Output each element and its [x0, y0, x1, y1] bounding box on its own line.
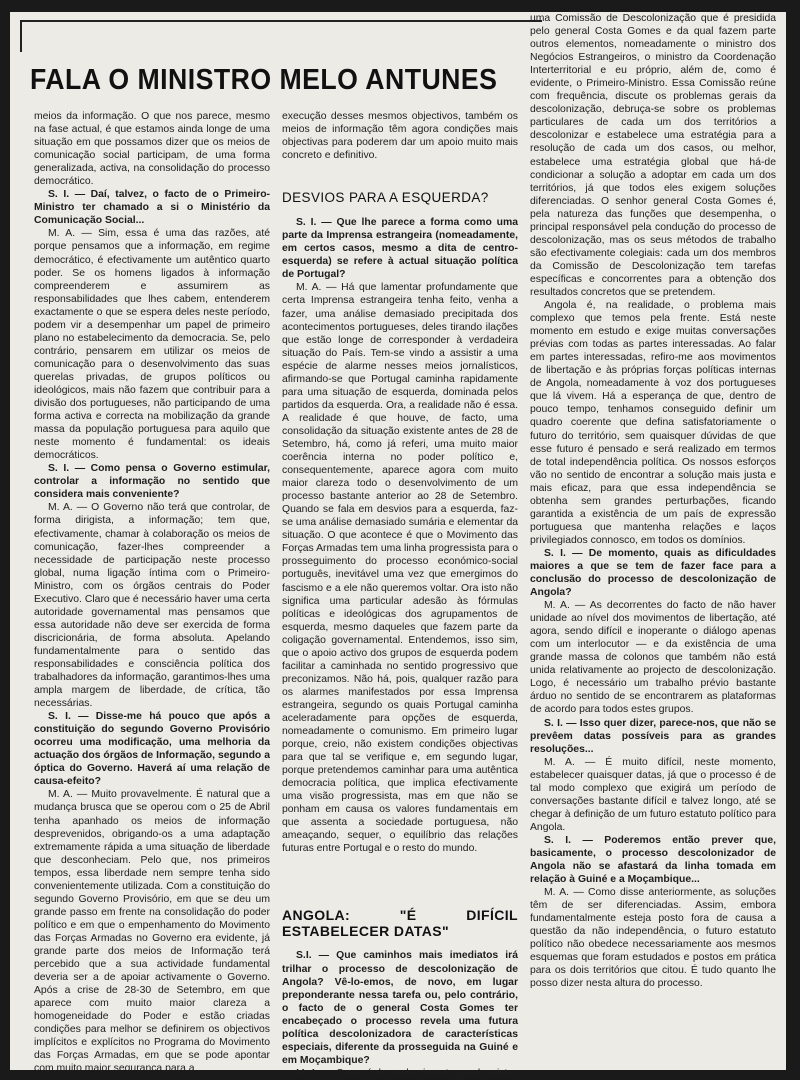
article-paragraph: M. A. — As decorrentes do facto de não haver unidade ao nível dos movimentos de libertação, até agora, sendo difícil e inoperante o diálogo apenas com um interlocutor — e da existência de uma grande massa de colonos que também não está unida relativamente ao projecto de descolonização. Logo, é necessário um trabalho prévio bastante árduo no sentido de se encontrarem as plataformas de acordo para todos estes grupos. — [530, 600, 776, 716]
interview-question: S. I. — Como pensa o Governo estimular, controlar a informação no sentido que considera mais conveniente? — [34, 463, 270, 501]
article-paragraph: M. A. — Há que lamentar profundamente que certa Imprensa estrangeira tenha feito, venha a fazer, uma análise demasiado precipitada dos acontecimentos portugueses, deles tirando ilações que estão longe de corresponder à verdadeira situação do País. Tem-se vindo a assistir a uma espécie de alarme nesses meios jornalísticos, afirmando-se que Portugal caminha rapidamente para uma situação de esquerda, dominada pelos partidos da esquerda. Ora, a realidade não é essa. A realidade é que houve, de facto, uma consolidação da situação existente antes de 28 de Setembro, há, como já referi, uma muito maior coerência interna no poder político e, consequentemente, aparece agora com muito maior clareza todo o desenvolvimento de um processo bastante anterior ao 28 de Setembro. Quando se fala em desvios para a esquerda, faz-se uma análise demasiado sumária e elementar da situação. O que acontece é que o Movimento das Forças Armadas tem uma linha progressista para o prosseguimento do processo económico-social português, inevitável uma vez que emergimos do fascismo e a ele não queremos voltar. Ora isto não significa uma particular adesão às fórmulas políticas e ideológicas dos agrupamentos de esquerda, mesmo daqueles que fazem parte da coligação governamental. Entendemos, isso sim, que o apoio activo dos grupos de esquerda podem facilitar a caminhada no sentido progressivo que preconizamos. Não há, pois, qualquer razão para os alarmes manifestados por essa Imprensa estrangeira, segundo os quais Portugal caminha aceleradamente para opções de esquerda, nomeadamente o comunismo. Em primeiro lugar porque, creio, não existem condições objectivas para que tal se verifique e, em segundo lugar, porque pretendemos caminhar para uma autêntica democracia política, que implica efectivamente uma visão progressista, mas em que não se ponham em causa os valores fundamentais em que assenta a sociedade portuguesa, não ameaçando, sequer, o equilíbrio das relações futuras entre Portugal e o resto do mundo. — [282, 282, 518, 855]
article-paragraph: M. A. — Sim, essa é uma das razões, até porque pensamos que a informação, em regime democrático, é efectivamente um autêntico quarto poder. Se os homens ligados à informação compreenderem e assumirem as responsabilidades que lhes cabem, entenderem exactamente o que se espera deles neste período, podem vir a desempenhar um papel de primeiro plano no estabelecimento da democracia. Se, pelo contrário, pensarem em utilizar os meios de comunicação para o desenvolvimento das suas querelas privadas, de grupos políticos ou ideológicos, mais não fazem que contribuir para a divisão dos portugueses, não participando de uma forma activa e correcta na mobilização da grande massa da população portuguesa para aquilo que neste momento é fundamental: os ideais democráticos. — [34, 228, 270, 462]
column-2-desvios — [282, 216, 518, 855]
column-2-intro — [282, 110, 518, 162]
headline-frame — [20, 20, 542, 52]
article-paragraph: M. A. — É muito difícil, neste momento, estabelecer quaisquer datas, já que o processo é de tal modo complexo que exigirá um período de conversações bastante difícil e talvez longo, até se chegar à definição de um futuro estatuto político para Angola. — [530, 756, 776, 833]
article-paragraph: Angola é, na realidade, o problema mais complexo que temos pela frente. Está neste momento em estudo e exige muitas conversações prévias com todas as partes interessadas. Ao falar em partes interessadas, refiro-me aos movimentos de libertação e às próprias forças políticas internas de Angola, nomeadamente à voz dos portugueses que lá vivem. Há a esperança de que, dentro de pouco tempo, tenhamos conseguido definir um quadro coerente que defina satisfatoriamente o futuro do território, sem quaisquer dúvidas de que esse futuro é pensado e será realizado em termos de total independência política. Os nossos esforços vão no sentido de encontrar a solução mais justa e mais eficaz, para que essa independência se obtenha sem grandes perturbações, ficando garantida a existência de um país de expressão portuguesa que mantenha relações e laços privilegiados connosco, em todos os domínios. — [530, 300, 776, 546]
interview-question: S. I. — Daí, talvez, o facto de o Primeiro-Ministro ter chamado a si o Ministério da Comunicação Social... — [34, 189, 270, 227]
article-headline: FALA O MINISTRO MELO ANTUNES — [30, 64, 498, 96]
magazine-page — [10, 12, 786, 1079]
column-1 — [34, 110, 270, 1075]
interview-question: S. I. — Que lhe parece a forma como uma parte da Imprensa estrangeira (nomeadamente, em certos casos, mesmo a dita de centro-esquerda) se refere à actual situação política de Portugal? — [282, 217, 518, 281]
article-paragraph: execução desses mesmos objectivos, também os meios de informação têm agora condições mais objectivas para poderem dar um apoio muito mais concreto e definitivo. — [282, 111, 518, 162]
subheading-angola: ANGOLA: "É DIFÍCIL ESTABELECER DATAS" — [282, 907, 518, 940]
interview-question: S.I. — Que caminhos mais imediatos irá trilhar o processo de descolonização de Angola? Vê-lo-emos, de novo, em lugar preponderante nessa tarefa ou, pelo contrário, o facto de o general Costa Gomes ter encabeçado o processo revela uma futura política descolonizadora de características especiais, diferente da prosseguida na Guiné e em Moçambique? — [282, 950, 518, 1066]
article-paragraph: M. A. — Como disse anteriormente, as soluções têm de ser diferenciadas. Assim, embora fundamentalmente esteja posto fora de causa a questão da não independência, o futuro estatuto político não obedece necessariamente aos mesmos esquemas que foram estudados e postos em prática para os dois territórios que citou. É tudo quanto lhe posso dizer nesta altura do processo. — [530, 887, 776, 990]
article-paragraph: meios da informação. O que nos parece, mesmo na fase actual, é que estamos ainda longe de uma situação em que possamos dizer que os meios de comunicação social participam, de uma forma generalizada, activa, na consolidação do processo democrático. — [34, 111, 270, 188]
article-paragraph: M. A. — Como é do conhecimento geral, existe — [296, 1067, 514, 1079]
column-2 — [282, 110, 518, 1079]
column-3 — [530, 12, 776, 1065]
article-paragraph: M. A. — Muito provavelmente. É natural que a mudança brusca que se operou com o 25 de Abril tenha apanhado os meios de informação desprevenidos, obrigando-os a uma adaptação extremamente rápida a uma situação de liberdade que desconheciam. Pelo que, nos primeiros tempos, essa liberdade nem sempre tenha sido convenientemente utilizada. Com a constituição do segundo Governo Provisório, em que se deu um grande passo em frente na consolidação do poder político e em que o empenhamento do Movimento das Forças Armadas no Governo era evidente, já grande parte dos meios de Informação terá percebido que a sua actividade fundamental deveria ser a de apoiar activamente o Governo. Após a crise de 28-30 de Setembro, em que aparece com muito maior clareza a homogeneidade do Poder e estão criadas condições para melhor se definirem os objectivos implícitos e explícitos no Programa do Movimento das Forças Armadas, em que se pode apontar com muito maior segurança para a — [34, 789, 270, 1075]
interview-question: S. I. — De momento, quais as dificuldades maiores a que se tem de fazer face para a conclusão do processo de descolonização de Angola? — [530, 547, 776, 599]
subheading-desvios: DESVIOS PARA A ESQUERDA? — [282, 190, 489, 206]
interview-question: S. I. — Poderemos então prever que, basicamente, o processo descolonizador de Angola não se afastará da linha tomada em relação à Guiné e a Moçambique... — [530, 834, 776, 886]
article-paragraph: M. A. — O Governo não terá que controlar, de forma dirigista, a informação; tem que, efectivamente, chamar à colaboração os meios de comunicação, fazer-lhes compreender a necessidade de participação neste processo global, numa ligação íntima com o Primeiro-Ministro, com os órgãos centrais do Poder Executivo. Claro que é necessário haver uma certa autoridade governamental mas pensamos que essa autoridade não deve ser exercida de forma discricionária, de forma absoluta. Apelando fundamentalmente para o sentido das responsabilidades e consciência política dos trabalhadores da informação, garantimos-lhes uma ampla margem de liberdade, de crítica, tão necessárias. — [34, 502, 270, 710]
interview-question: S. I. — Isso quer dizer, parece-nos, que não se prevêem datas possíveis para as grandes resoluções... — [530, 717, 776, 755]
interview-question: S. I. — Disse-me há pouco que após a constituição do segundo Governo Provisório ocorreu uma modificação, uma melhoria da actuação dos órgãos de Informação, segundo a óptica do Governo. Haverá aí uma relação de causa-efeito? — [34, 711, 270, 788]
article-paragraph: uma Comissão de Descolonização que é presidida pelo general Costa Gomes e da qual fazem parte outros elementos, nomeadamente o ministro dos Negócios Estrangeiros, o ministro da Coordenação Interterritorial e eu próprio, além de, como é evidente, o Primeiro-Ministro. Essa Comissão reúne com frequência, discute os problemas gerais da descolonização, debruça-se sobre os problemas particulares de cada um dos territórios a descolonizar e estabelece uma estratégia para a resolução de cada um dos casos, ou melhor, estabelece uma estratégia global que há-de condicionar a solução a adoptar em cada um dos territórios, já que todos eles exigem soluções diferenciadas. O senhor general Costa Gomes é, pela natureza das funções que desempenha, o principal responsável pela condução do processo de descolonização, mas os seus métodos de trabalho são efectivamente colegiais: cada um dos membros da Comissão de Descolonização tem tarefas específicas e concorrentes para a obtenção dos resultados concretos que se pretendem. — [530, 13, 776, 298]
column-2-angola — [282, 949, 518, 1079]
